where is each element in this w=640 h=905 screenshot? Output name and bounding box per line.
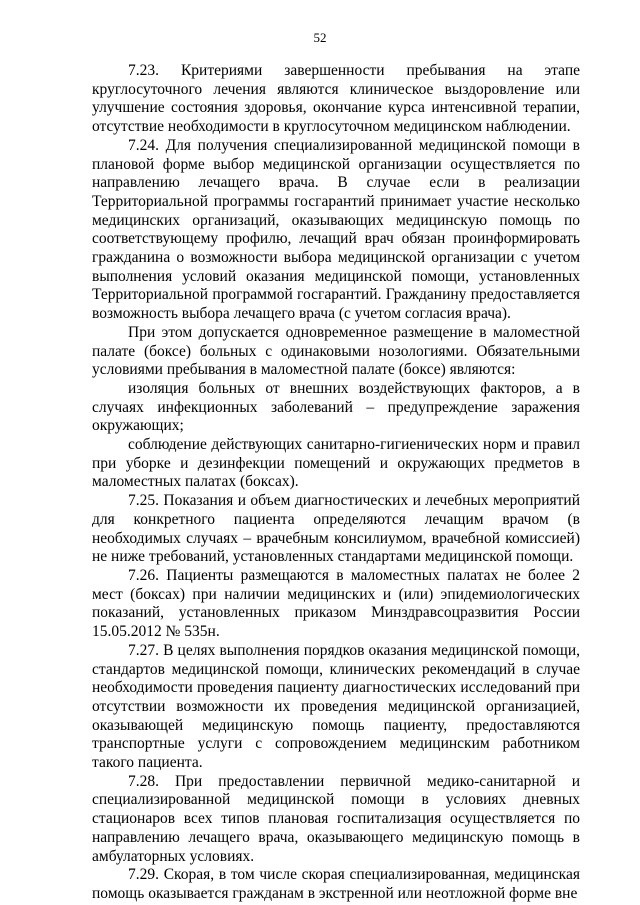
paragraph-7-26: 7.26. Пациенты размещаются в маломестных палатах не более 2 мест (боксах) при наличии медицинских и (или) эпидемиологических показаний, установленных приказом Минздравсоцразвития России 15.05.2012 № 535н.: [92, 566, 580, 641]
paragraph-7-23: 7.23. Критериями завершенности пребывания на этапе круглосуточного лечения являются клиническое выздоровление или улучшение состояния здоровья, окончание курса интенсивной терапии, отсутствие необходимости в круглосуточном медицинском наблюдении.: [92, 62, 580, 136]
paragraph-7-29: 7.29. Скорая, в том числе скорая специализированная, медицинская помощь оказывается гражданам в экстренной или неотложной форме вне: [92, 866, 580, 902]
paragraph-isolation: изоляция больных от внешних воздействующих факторов, а в случаях инфекционных заболеваний – предупреждение заражения окружающих;: [92, 379, 580, 435]
page-number: 52: [313, 30, 327, 45]
paragraph-sanitary-norms: соблюдение действующих санитарно-гигиенических норм и правил при уборке и дезинфекции помещений и окружающих предметов в маломестных палатах (боксах).: [92, 436, 580, 491]
paragraph-7-24: 7.24. Для получения специализированной медицинской помощи в плановой форме выбор медицинской организации осуществляется по направлению лечащего врача. В случае если в реализации Территориальной программы госгарантий принимает участие несколько медицинских организаций, оказывающих медицинскую помощь по соответствующему профилю, лечащий врач обязан проинформировать гражданина о возможности выбора медицинской организации с учетом выполнения условий оказания медицинской помощи, установленных Территориальной программой госгарантий. Гражданину предоставляется возможность выбора лечащего врача (с учетом согласия врача).: [92, 136, 580, 323]
body-text: [92, 62, 580, 904]
paragraph-shared-ward: При этом допускается одновременное размещение в маломестной палате (боксе) больных с одинаковыми нозологиями. Обязательными условиями пребывания в маломестной палате (боксе) являются:: [92, 323, 580, 379]
paragraph-7-28: 7.28. При предоставлении первичной медико-санитарной и специализированной медицинской помощи в условиях дневных стационаров всех типов плановая госпитализация осуществляется по направлению лечащего врача, оказывающего медицинскую помощь в амбулаторных условиях.: [92, 772, 580, 865]
paragraph-7-27: 7.27. В целях выполнения порядков оказания медицинской помощи, стандартов медицинской помощи, клинических рекомендаций в случае необходимости проведения пациенту диагностических исследований при отсутствии возможности их проведения медицинской организацией, оказывающей медицинскую помощь пациенту, предоставляются транспортные услуги с сопровождением медицинским работником такого пациента.: [92, 641, 580, 772]
paragraph-7-25: 7.25. Показания и объем диагностических и лечебных мероприятий для конкретного пациента определяются лечащим врачом (в необходимых случаях – врачебным консилиумом, врачебной комиссией) не ниже требований, установленных стандартами медицинской помощи.: [92, 492, 580, 566]
